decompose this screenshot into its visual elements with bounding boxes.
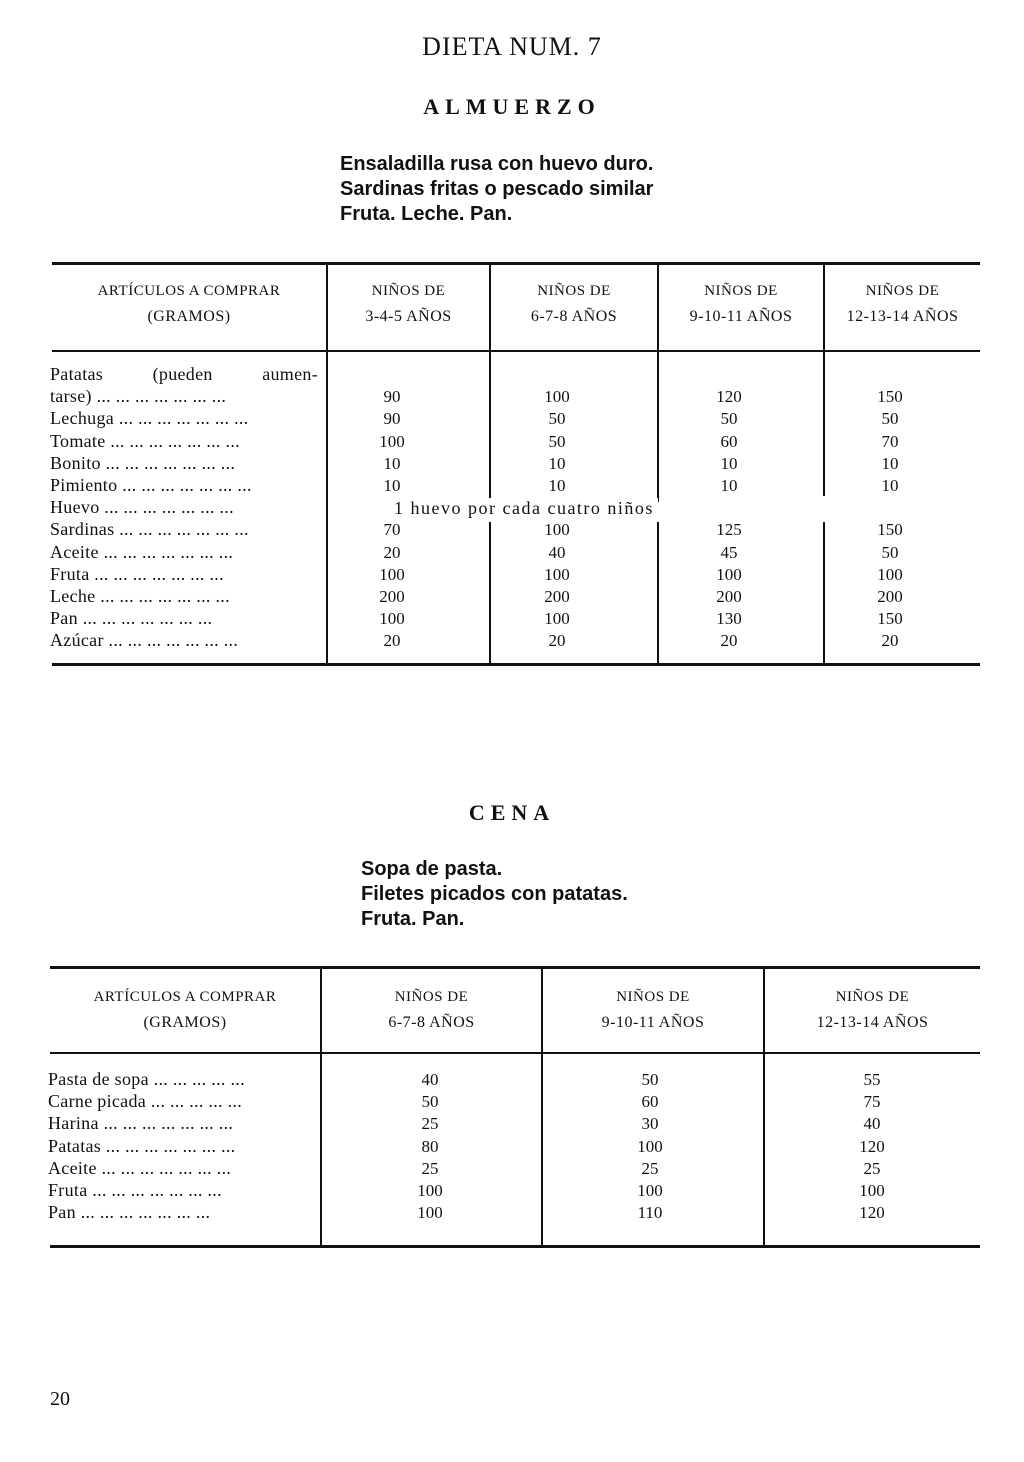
quantity-cell: 150 xyxy=(877,609,903,629)
menu-cena xyxy=(361,857,628,932)
quantity-cell: 200 xyxy=(716,587,742,606)
quantity-cell: 40 xyxy=(548,542,566,562)
quantity-cell: 10 xyxy=(548,453,566,473)
header-items xyxy=(50,984,320,1036)
item-label: Pan ... ... ... ... ... ... ... xyxy=(50,608,213,629)
header-age-range: 3-4-5 AÑOS xyxy=(365,308,452,325)
quantity-cell: 55 xyxy=(863,1070,881,1089)
quantity-cell: 100 xyxy=(637,1136,663,1156)
header-age-range: 12-13-14 AÑOS xyxy=(816,1014,929,1031)
page-title: DIETA NUM. 7 xyxy=(422,32,602,61)
quantity-cell: 20 xyxy=(881,631,899,651)
quantity-cell: 100 xyxy=(544,609,570,629)
quantity-cell: 50 xyxy=(641,1070,659,1089)
header-age-label: NIÑOS DE xyxy=(371,283,446,299)
item-label: Bonito ... ... ... ... ... ... ... xyxy=(50,452,236,473)
quantity-cell: 200 xyxy=(544,587,570,606)
quantity-cell: 25 xyxy=(641,1158,659,1178)
header-items xyxy=(52,278,326,330)
quantity-cell: 40 xyxy=(421,1070,439,1089)
quantity-cell: 100 xyxy=(877,564,903,584)
quantity-cell: 10 xyxy=(383,476,401,495)
quantity-cell: 90 xyxy=(383,409,401,429)
header-age-range: 9-10-11 AÑOS xyxy=(689,308,793,325)
quantity-cell: 10 xyxy=(881,476,899,495)
item-label: Leche ... ... ... ... ... ... ... xyxy=(50,586,230,606)
quantity-cell: 100 xyxy=(859,1181,885,1200)
page-number: 20 xyxy=(50,1388,70,1410)
quantity-cell: 100 xyxy=(544,387,570,407)
menu-line: Ensaladilla rusa con huevo duro. xyxy=(340,153,654,175)
header-items-line: ARTÍCULOS A COMPRAR xyxy=(93,989,277,1005)
item-label: Pimiento ... ... ... ... ... ... ... xyxy=(50,475,252,495)
quantity-cell: 50 xyxy=(881,542,899,562)
item-label: Aceite ... ... ... ... ... ... ... xyxy=(50,541,234,562)
header-items-line: ARTÍCULOS A COMPRAR xyxy=(97,283,281,299)
quantity-cell: 20 xyxy=(720,631,738,651)
column-divider xyxy=(823,352,825,496)
quantity-cell: 90 xyxy=(383,387,401,407)
quantity-cell: 200 xyxy=(877,587,903,606)
header-age-label: NIÑOS DE xyxy=(537,283,611,299)
menu-line: Sardinas fritas o pescado similar xyxy=(340,178,654,200)
quantity-cell: 10 xyxy=(881,453,899,473)
header-age-label: NIÑOS DE xyxy=(704,283,778,299)
header-age-label: NIÑOS DE xyxy=(865,283,940,299)
table-top-rule xyxy=(50,966,980,969)
quantity-cell: 100 xyxy=(544,520,570,540)
quantity-cell: 30 xyxy=(641,1114,659,1134)
table-bottom-rule xyxy=(50,1245,980,1248)
item-label: Pasta de sopa ... ... ... ... ... xyxy=(48,1069,245,1089)
table-header-rule xyxy=(50,1052,980,1054)
quantity-cell: 25 xyxy=(863,1158,881,1178)
quantity-cell: 100 xyxy=(379,609,405,629)
quantity-cell: 50 xyxy=(548,431,566,451)
quantity-cell: 120 xyxy=(716,387,742,407)
quantity-cell: 100 xyxy=(544,564,570,584)
header-age-range: 9-10-11 AÑOS xyxy=(601,1014,705,1031)
column-divider xyxy=(657,522,659,664)
header-age-range: 6-7-8 AÑOS xyxy=(388,1014,475,1031)
column-divider xyxy=(489,522,491,664)
header-age-label: NIÑOS DE xyxy=(394,989,469,1005)
quantity-cell: 25 xyxy=(421,1158,439,1178)
header-age-group xyxy=(491,278,657,330)
quantity-cell: 200 xyxy=(379,587,405,606)
quantity-cell: 10 xyxy=(383,453,401,473)
quantity-cell: 60 xyxy=(720,431,738,451)
column-divider xyxy=(823,522,825,664)
quantity-cell: 100 xyxy=(716,564,742,584)
huevo-note: 1 huevo por cada cuatro niños xyxy=(390,498,658,519)
quantity-cell: 20 xyxy=(383,631,401,651)
menu-line: Sopa de pasta. xyxy=(361,858,503,880)
quantity-cell: 20 xyxy=(548,631,566,651)
item-label: Tomate ... ... ... ... ... ... ... xyxy=(50,430,240,451)
quantity-cell: 10 xyxy=(720,476,738,495)
header-age-group xyxy=(543,984,763,1036)
item-label: Azúcar ... ... ... ... ... ... ... xyxy=(50,630,239,651)
header-items-unit: (GRAMOS) xyxy=(147,308,231,325)
quantity-cell: 50 xyxy=(421,1092,439,1112)
header-age-group xyxy=(659,278,823,330)
section-title-almuerzo: ALMUERZO xyxy=(423,94,601,119)
header-age-group xyxy=(765,984,980,1036)
quantity-cell: 60 xyxy=(641,1092,659,1112)
item-label: Huevo ... ... ... ... ... ... ... xyxy=(50,497,234,518)
item-label: Harina ... ... ... ... ... ... ... xyxy=(48,1113,234,1134)
quantity-cell: 150 xyxy=(877,520,903,540)
menu-line: Fruta. Pan. xyxy=(361,908,465,930)
item-label: tarse) ... ... ... ... ... ... ... xyxy=(50,386,227,407)
quantity-cell: 125 xyxy=(716,520,742,540)
quantity-cell: 70 xyxy=(881,431,899,451)
menu-line: Filetes picados con patatas. xyxy=(361,883,628,905)
table-bottom-rule xyxy=(52,663,980,666)
section-title-cena: CENA xyxy=(468,800,556,825)
item-label: Aceite ... ... ... ... ... ... ... xyxy=(48,1157,232,1178)
quantity-cell: 45 xyxy=(720,542,738,562)
quantity-cell: 40 xyxy=(863,1114,881,1134)
item-label: Carne picada ... ... ... ... ... xyxy=(48,1091,243,1112)
item-label: Lechuga ... ... ... ... ... ... ... xyxy=(50,408,249,429)
header-age-label: NIÑOS DE xyxy=(835,989,910,1005)
quantity-cell: 20 xyxy=(383,542,401,562)
quantity-cell: 10 xyxy=(548,476,566,495)
header-age-group xyxy=(825,278,980,330)
quantity-cell: 10 xyxy=(720,453,738,473)
quantity-cell: 50 xyxy=(548,409,566,429)
header-age-range: 12-13-14 AÑOS xyxy=(846,308,959,325)
quantity-cell: 100 xyxy=(417,1181,443,1200)
header-age-group xyxy=(328,278,489,330)
quantity-cell: 130 xyxy=(716,609,742,629)
menu-line: Fruta. Leche. Pan. xyxy=(340,203,513,225)
quantity-cell: 75 xyxy=(863,1092,881,1112)
quantity-cell: 120 xyxy=(859,1203,885,1223)
quantity-cell: 50 xyxy=(720,409,738,429)
quantity-cell: 120 xyxy=(859,1136,885,1156)
quantity-cell: 50 xyxy=(881,409,899,429)
quantity-cell: 25 xyxy=(421,1114,439,1134)
item-label: Patatas (pueden aumen- xyxy=(50,364,318,384)
table-top-rule xyxy=(52,262,980,265)
item-label: Fruta ... ... ... ... ... ... ... xyxy=(48,1180,222,1200)
quantity-cell: 100 xyxy=(637,1181,663,1200)
item-label: Fruta ... ... ... ... ... ... ... xyxy=(50,563,224,584)
quantity-cell: 100 xyxy=(417,1203,443,1223)
header-age-group xyxy=(322,984,541,1036)
menu-almuerzo xyxy=(340,152,653,227)
quantity-cell: 80 xyxy=(421,1136,439,1156)
header-items-unit: (GRAMOS) xyxy=(143,1014,227,1031)
quantity-cell: 100 xyxy=(379,431,405,451)
table-header-rule xyxy=(52,350,980,352)
quantity-cell: 100 xyxy=(379,564,405,584)
header-age-range: 6-7-8 AÑOS xyxy=(530,308,618,325)
quantity-cell: 150 xyxy=(877,387,903,407)
quantity-cell: 70 xyxy=(383,520,401,540)
item-label: Sardinas ... ... ... ... ... ... ... xyxy=(50,519,249,540)
item-label: Pan ... ... ... ... ... ... ... xyxy=(48,1202,211,1223)
item-label: Patatas ... ... ... ... ... ... ... xyxy=(48,1135,236,1156)
quantity-cell: 110 xyxy=(637,1203,663,1223)
header-age-label: NIÑOS DE xyxy=(616,989,690,1005)
